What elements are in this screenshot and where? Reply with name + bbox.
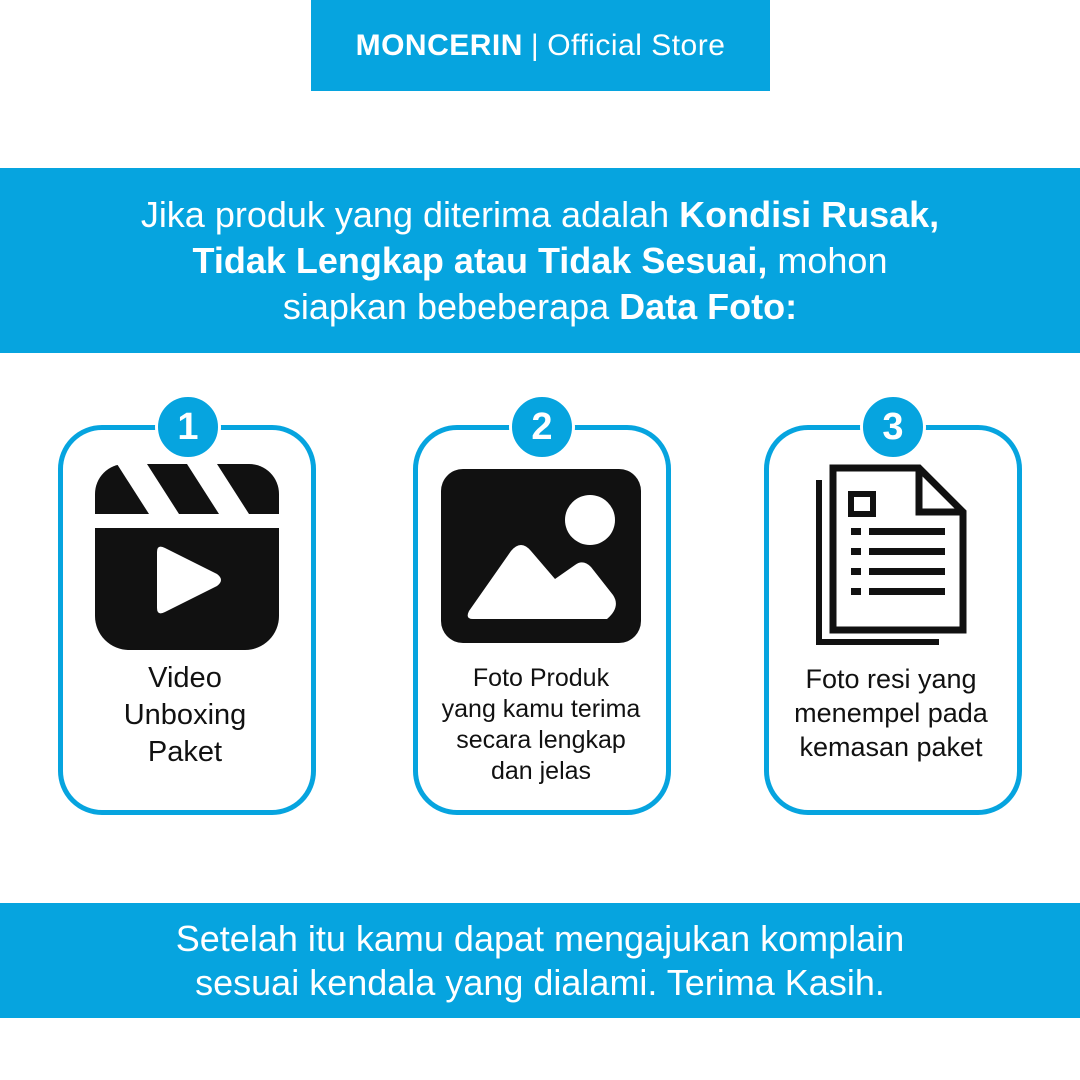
caption-line: yang kamu terima — [441, 695, 641, 723]
caption-line: menempel pada — [794, 698, 988, 728]
caption-line: Unboxing — [123, 699, 247, 731]
store-label: Official Store — [547, 28, 726, 62]
step-caption-2 — [416, 663, 666, 787]
caption-line: kemasan paket — [799, 732, 983, 762]
instruction-banner — [0, 168, 1080, 353]
instruction-part-1: Jika produk yang diterima adalah — [140, 193, 680, 235]
caption-line: dan jelas — [490, 757, 592, 785]
brand-name: MONCERIN — [355, 28, 523, 62]
footer-banner — [0, 903, 1080, 1018]
header-separator: | — [530, 28, 540, 62]
footer-text — [90, 917, 990, 1005]
step-number-2: 2 — [509, 394, 575, 460]
step-number-1: 1 — [155, 394, 221, 460]
instruction-part-2: mohon siapkan bebeberapa — [282, 239, 888, 327]
instruction-text — [130, 192, 950, 330]
instruction-condition-bold: Kondisi Rusak, Tidak Lengkap atau Tidak Sesuai, — [192, 193, 940, 281]
video-clapper-icon — [95, 464, 279, 650]
image-photo-icon — [441, 469, 641, 643]
store-header-badge — [311, 0, 770, 91]
step-caption-3 — [766, 662, 1016, 764]
caption-line: Paket — [147, 736, 223, 768]
caption-line: secara lengkap — [456, 726, 626, 754]
caption-line: Foto Produk — [472, 664, 610, 692]
footer-line-2: sesuai kendala yang dialami. Terima Kasih. — [195, 961, 885, 1003]
caption-line: Foto resi yang — [805, 664, 977, 694]
step-number-3: 3 — [860, 394, 926, 460]
instruction-data-foto-bold: Data Foto: — [619, 285, 798, 327]
document-receipt-icon — [815, 464, 967, 646]
caption-line: Video — [148, 662, 222, 694]
step-caption-1 — [60, 660, 310, 771]
footer-line-1: Setelah itu kamu dapat mengajukan komplain — [175, 917, 905, 959]
